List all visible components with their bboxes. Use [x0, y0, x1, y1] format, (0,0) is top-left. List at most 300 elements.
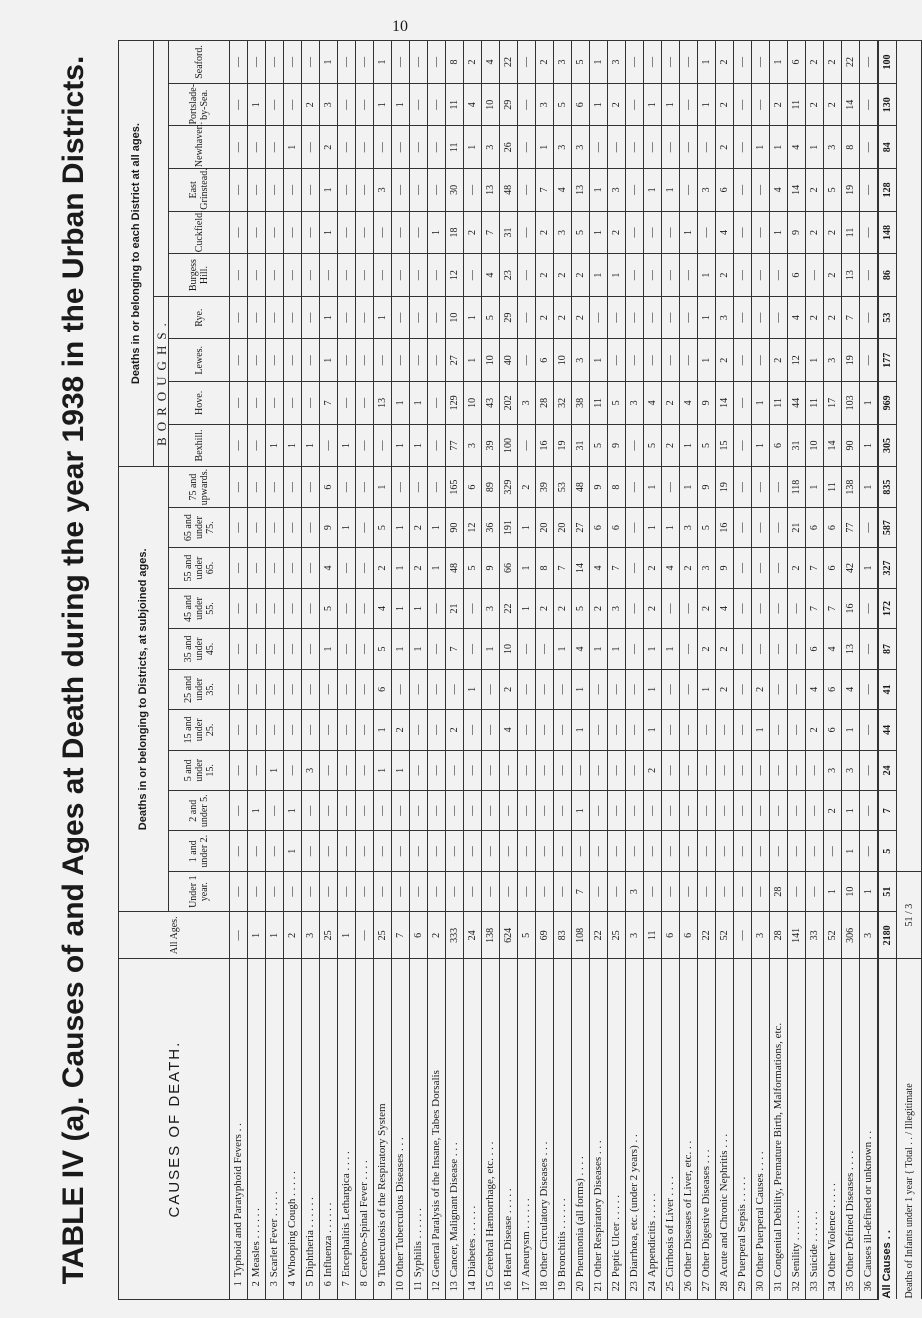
table-cell: — — [662, 588, 680, 628]
table-cell: — — [248, 424, 266, 467]
table-cell: — — [356, 211, 374, 254]
table-cell: — — [464, 750, 482, 790]
table-cell: — — [338, 382, 356, 425]
table-cell: 2 — [716, 669, 734, 709]
table-cell: — — [356, 83, 374, 126]
table-cell: 3 — [680, 507, 698, 547]
table-cell: 1 — [374, 296, 392, 339]
table-cell: — — [806, 750, 824, 790]
table-cell: 2 — [752, 669, 770, 709]
table-cell: — — [338, 750, 356, 790]
table-cell: — — [230, 629, 248, 669]
row-number: 36 — [860, 1278, 879, 1299]
table-cell: 1 — [698, 41, 716, 84]
table-cell: 1 — [248, 912, 266, 959]
table-cell: 6 — [770, 424, 788, 467]
cause-label: Other Respiratory Diseases . . . — [590, 959, 608, 1278]
table-cell: — — [734, 588, 752, 628]
table-cell: — — [644, 126, 662, 169]
col-header-age: 2 and under 5. — [169, 791, 230, 831]
table-cell: — — [338, 588, 356, 628]
table-cell: 1 — [680, 211, 698, 254]
table-cell: 11 — [842, 211, 860, 254]
table-cell: — — [284, 211, 302, 254]
totals-cell: 87 — [878, 629, 897, 669]
table-cell: 1 — [320, 296, 338, 339]
table-cell: — — [626, 126, 644, 169]
table-cell: — — [446, 791, 464, 831]
table-body — [230, 41, 922, 1300]
row-number: 2 — [248, 1278, 266, 1299]
table-row — [608, 41, 626, 1300]
cause-label: Cirrhosis of Liver . . . . — [662, 959, 680, 1278]
table-cell: 11 — [644, 912, 662, 959]
table-cell: — — [356, 912, 374, 959]
table-cell: 1 — [374, 750, 392, 790]
table-cell: — — [428, 83, 446, 126]
table-cell: — — [230, 588, 248, 628]
table-cell: — — [464, 791, 482, 831]
table-cell: — — [248, 169, 266, 212]
table-cell: 3 — [824, 750, 842, 790]
table-cell: — — [248, 339, 266, 382]
table-cell: — — [266, 669, 284, 709]
table-cell: — — [500, 791, 518, 831]
table-cell: — — [734, 169, 752, 212]
table-cell: 1 — [842, 710, 860, 750]
table-cell: — — [734, 126, 752, 169]
table-cell: — — [428, 296, 446, 339]
table-cell: — — [428, 710, 446, 750]
table-cell: — — [662, 871, 680, 911]
infant-label: Deaths of Infants under 1 year — [903, 1177, 915, 1299]
row-number: 27 — [698, 1278, 716, 1299]
table-cell: — — [248, 382, 266, 425]
table-cell: — — [230, 548, 248, 588]
table-cell: — — [428, 424, 446, 467]
table-cell: 19 — [842, 339, 860, 382]
table-cell: 1 — [428, 548, 446, 588]
table-cell: — — [482, 669, 500, 709]
row-number: 21 — [590, 1278, 608, 1299]
table-cell: — — [356, 424, 374, 467]
table-cell: — — [302, 629, 320, 669]
row-number: 17 — [518, 1278, 536, 1299]
row-number: 7 — [338, 1278, 356, 1299]
table-row — [860, 41, 879, 1300]
table-cell: 1 — [320, 41, 338, 84]
causes-of-death-table — [118, 40, 922, 1300]
cause-label: Other Diseases of Liver, etc. . . — [680, 959, 698, 1278]
table-cell: 17 — [824, 382, 842, 425]
cause-label: Heart Disease . . . . . — [500, 959, 518, 1278]
table-cell: — — [680, 83, 698, 126]
table-cell: — — [266, 339, 284, 382]
table-cell: 2 — [536, 588, 554, 628]
table-cell: — — [266, 211, 284, 254]
row-number: 3 — [266, 1278, 284, 1299]
table-cell: — — [788, 588, 806, 628]
table-cell: — — [572, 831, 590, 871]
table-cell: — — [284, 710, 302, 750]
table-cell: — — [428, 126, 446, 169]
table-cell: 2 — [824, 211, 842, 254]
table-cell: 3 — [608, 588, 626, 628]
table-cell: 18 — [446, 211, 464, 254]
table-cell: 13 — [842, 254, 860, 297]
table-cell: — — [752, 750, 770, 790]
table-cell: — — [608, 871, 626, 911]
table-cell: 42 — [842, 548, 860, 588]
table-cell: — — [284, 382, 302, 425]
table-cell: 2 — [824, 254, 842, 297]
table-cell: — — [770, 467, 788, 508]
table-cell: — — [734, 871, 752, 911]
table-cell: 4 — [590, 548, 608, 588]
table-cell: 3 — [752, 912, 770, 959]
table-cell: 8 — [842, 126, 860, 169]
table-cell: — — [734, 750, 752, 790]
table-cell: 21 — [446, 588, 464, 628]
table-cell: — — [230, 669, 248, 709]
table-cell: — — [626, 750, 644, 790]
table-cell: — — [248, 710, 266, 750]
table-cell: — — [788, 750, 806, 790]
table-cell: — — [428, 467, 446, 508]
table-cell: — — [482, 791, 500, 831]
table-cell: — — [734, 254, 752, 297]
table-cell: 1 — [698, 339, 716, 382]
table-cell: — — [446, 669, 464, 709]
table-row — [572, 41, 590, 1300]
table-cell: 19 — [554, 424, 572, 467]
table-cell: 1 — [752, 424, 770, 467]
table-cell: 1 — [590, 169, 608, 212]
table-cell: — — [626, 424, 644, 467]
table-cell: 2 — [554, 588, 572, 628]
table-cell: 3 — [626, 382, 644, 425]
table-cell: — — [698, 710, 716, 750]
table-cell: 1 — [770, 211, 788, 254]
table-cell: 2 — [770, 83, 788, 126]
table-cell: 2 — [644, 588, 662, 628]
table-cell: — — [230, 41, 248, 84]
table-cell: 30 — [446, 169, 464, 212]
table-cell: 6 — [824, 548, 842, 588]
table-cell: 9 — [320, 507, 338, 547]
cause-label: Measles . . . . . . — [248, 959, 266, 1278]
table-cell: 13 — [842, 629, 860, 669]
table-cell: — — [662, 669, 680, 709]
table-cell: — — [356, 467, 374, 508]
table-cell: — — [464, 588, 482, 628]
table-cell: 53 — [554, 467, 572, 508]
table-cell: — — [806, 791, 824, 831]
table-cell: 2 — [302, 83, 320, 126]
table-cell: 8 — [608, 467, 626, 508]
table-cell: 2 — [590, 588, 608, 628]
table-cell: 1 — [662, 169, 680, 212]
table-cell: 4 — [662, 548, 680, 588]
table-cell: — — [410, 791, 428, 831]
table-cell: 7 — [536, 169, 554, 212]
table-cell: — — [752, 831, 770, 871]
totals-cell: 177 — [878, 339, 897, 382]
table-cell: 10 — [482, 339, 500, 382]
table-cell: — — [302, 296, 320, 339]
table-cell: — — [590, 831, 608, 871]
table-cell: — — [626, 254, 644, 297]
table-cell: — — [464, 831, 482, 871]
rotated-table-frame — [40, 40, 915, 1300]
table-cell: — — [302, 831, 320, 871]
table-cell: — — [464, 710, 482, 750]
table-cell: 1 — [698, 296, 716, 339]
table-cell: 6 — [464, 467, 482, 508]
table-cell: — — [518, 83, 536, 126]
table-cell: 2 — [536, 296, 554, 339]
table-cell: 3 — [842, 750, 860, 790]
table-cell: 2 — [806, 83, 824, 126]
table-cell: 22 — [698, 912, 716, 959]
table-cell: — — [230, 126, 248, 169]
table-cell: 3 — [716, 296, 734, 339]
table-cell: 2 — [572, 254, 590, 297]
table-cell: 1 — [644, 467, 662, 508]
table-cell: 28 — [770, 871, 788, 911]
table-cell: — — [860, 339, 879, 382]
table-cell: 16 — [716, 507, 734, 547]
table-cell: 5 — [572, 211, 590, 254]
table-cell: — — [626, 629, 644, 669]
table-cell: — — [284, 339, 302, 382]
table-cell: — — [626, 83, 644, 126]
table-cell: 48 — [500, 169, 518, 212]
table-cell: 40 — [500, 339, 518, 382]
col-header-age: 1 and under 2. — [169, 831, 230, 871]
table-cell: 2 — [608, 83, 626, 126]
table-cell: 4 — [374, 588, 392, 628]
table-cell: — — [356, 669, 374, 709]
table-cell: 7 — [554, 548, 572, 588]
infant-row-blank — [897, 41, 922, 872]
table-row — [770, 41, 788, 1300]
table-cell: — — [860, 710, 879, 750]
table-cell: — — [680, 669, 698, 709]
table-cell: — — [662, 791, 680, 831]
table-cell: — — [770, 669, 788, 709]
table-cell: 1 — [464, 669, 482, 709]
row-number: 26 — [680, 1278, 698, 1299]
table-cell: — — [446, 871, 464, 911]
table-cell: — — [770, 791, 788, 831]
table-cell: — — [662, 339, 680, 382]
table-cell: 31 — [500, 211, 518, 254]
table-cell: 11 — [446, 83, 464, 126]
table-cell: — — [734, 41, 752, 84]
table-cell: 19 — [716, 467, 734, 508]
table-cell: — — [536, 791, 554, 831]
table-cell: — — [734, 424, 752, 467]
table-cell: — — [428, 669, 446, 709]
table-cell: 1 — [392, 588, 410, 628]
table-cell: 2 — [518, 467, 536, 508]
table-cell: — — [662, 254, 680, 297]
col-header-district: Rye. — [169, 296, 230, 339]
table-cell: — — [752, 588, 770, 628]
table-cell: 44 — [788, 382, 806, 425]
table-cell: 1 — [662, 507, 680, 547]
col-header-age: 35 and under 45. — [169, 629, 230, 669]
table-cell: 1 — [590, 629, 608, 669]
cause-label: Encephalitis Lethargica . . . . — [338, 959, 356, 1278]
table-cell: 31 — [572, 424, 590, 467]
table-cell: 141 — [788, 912, 806, 959]
table-cell: — — [662, 750, 680, 790]
table-cell: 1 — [266, 424, 284, 467]
table-cell: — — [392, 831, 410, 871]
infant-deaths-label: Deaths of Infants under 1 year { Total . . / Illegitimate — [897, 959, 922, 1300]
table-row — [806, 41, 824, 1300]
table-cell: — — [680, 169, 698, 212]
table-cell: 2 — [806, 296, 824, 339]
table-cell: — — [464, 871, 482, 911]
table-cell: 4 — [716, 211, 734, 254]
table-cell: 5 — [572, 41, 590, 84]
totals-cell: 2180 — [878, 912, 897, 959]
table-cell: 5 — [824, 169, 842, 212]
table-cell: 1 — [572, 710, 590, 750]
table-cell: — — [752, 507, 770, 547]
table-cell: — — [284, 548, 302, 588]
totals-label: All Causes . . — [878, 959, 897, 1300]
cause-label: Other Violence . . . . . — [824, 959, 842, 1278]
table-cell: — — [680, 791, 698, 831]
col-header-age: 25 and under 35. — [169, 669, 230, 709]
table-cell: — — [752, 83, 770, 126]
table-cell: — — [860, 669, 879, 709]
table-cell: 5 — [554, 83, 572, 126]
table-cell: — — [230, 710, 248, 750]
table-cell: 1 — [536, 126, 554, 169]
table-cell: 6 — [572, 83, 590, 126]
table-cell: — — [428, 169, 446, 212]
table-cell: — — [266, 126, 284, 169]
table-cell: — — [590, 791, 608, 831]
table-cell: 7 — [806, 548, 824, 588]
table-cell: 39 — [482, 424, 500, 467]
table-cell: 3 — [608, 169, 626, 212]
table-cell: 118 — [788, 467, 806, 508]
table-row — [392, 41, 410, 1300]
table-cell: — — [806, 254, 824, 297]
table-cell: — — [302, 791, 320, 831]
table-cell: — — [446, 750, 464, 790]
table-row — [518, 41, 536, 1300]
table-cell: — — [320, 831, 338, 871]
cause-label: Pneumonia (all forms) . . . . — [572, 959, 590, 1278]
table-cell: — — [482, 871, 500, 911]
urban-districts-spacer — [154, 41, 169, 297]
table-cell: 36 — [482, 507, 500, 547]
table-cell: — — [428, 339, 446, 382]
table-cell: 12 — [788, 339, 806, 382]
table-cell: 1 — [590, 339, 608, 382]
table-cell: — — [266, 83, 284, 126]
table-cell: — — [410, 254, 428, 297]
table-cell: — — [266, 710, 284, 750]
table-cell: 2 — [464, 41, 482, 84]
table-cell: 191 — [500, 507, 518, 547]
table-cell: — — [230, 254, 248, 297]
cause-label: Diarrhœa, etc. (under 2 years) . . — [626, 959, 644, 1278]
table-cell: — — [338, 126, 356, 169]
table-cell: — — [356, 791, 374, 831]
table-cell: — — [572, 750, 590, 790]
table-cell: — — [806, 831, 824, 871]
table-cell: — — [698, 791, 716, 831]
table-cell: — — [266, 254, 284, 297]
col-header-age: 5 and under 15. — [169, 750, 230, 790]
table-cell: 1 — [824, 871, 842, 911]
table-cell: — — [482, 710, 500, 750]
table-cell: — — [680, 629, 698, 669]
table-cell: — — [860, 831, 879, 871]
row-number: 18 — [536, 1278, 554, 1299]
table-cell: — — [590, 750, 608, 790]
table-cell: 4 — [572, 629, 590, 669]
table-cell: 2 — [410, 507, 428, 547]
table-cell: — — [518, 750, 536, 790]
table-cell: 1 — [860, 382, 879, 425]
infant-total-label: Total . . — [903, 1137, 915, 1168]
table-cell: 22 — [500, 41, 518, 84]
table-cell: 4 — [842, 669, 860, 709]
table-cell: — — [680, 831, 698, 871]
table-cell: 138 — [482, 912, 500, 959]
table-cell: 2 — [392, 710, 410, 750]
table-row — [698, 41, 716, 1300]
cause-label: Whooping Cough . . . . . — [284, 959, 302, 1278]
table-cell: 1 — [572, 791, 590, 831]
table-cell: — — [284, 750, 302, 790]
table-cell: — — [410, 669, 428, 709]
table-cell: — — [500, 871, 518, 911]
totals-cell: 305 — [878, 424, 897, 467]
table-cell: — — [410, 41, 428, 84]
table-cell: 2 — [716, 126, 734, 169]
table-cell: 2 — [806, 41, 824, 84]
table-row — [446, 41, 464, 1300]
table-cell: — — [392, 296, 410, 339]
table-row — [554, 41, 572, 1300]
table-cell: 48 — [446, 548, 464, 588]
table-cell: 22 — [590, 912, 608, 959]
table-cell: — — [356, 629, 374, 669]
table-cell: — — [356, 871, 374, 911]
table-cell: — — [518, 871, 536, 911]
table-cell: 6 — [824, 710, 842, 750]
table-cell: — — [734, 382, 752, 425]
table-cell: 7 — [572, 871, 590, 911]
col-header-age: Under 1 year. — [169, 871, 230, 911]
row-number: 29 — [734, 1278, 752, 1299]
table-cell: — — [734, 912, 752, 959]
table-cell: — — [518, 254, 536, 297]
table-cell: — — [410, 83, 428, 126]
cause-label: Other Defined Diseases . . . . — [842, 959, 860, 1278]
table-cell: 1 — [392, 83, 410, 126]
